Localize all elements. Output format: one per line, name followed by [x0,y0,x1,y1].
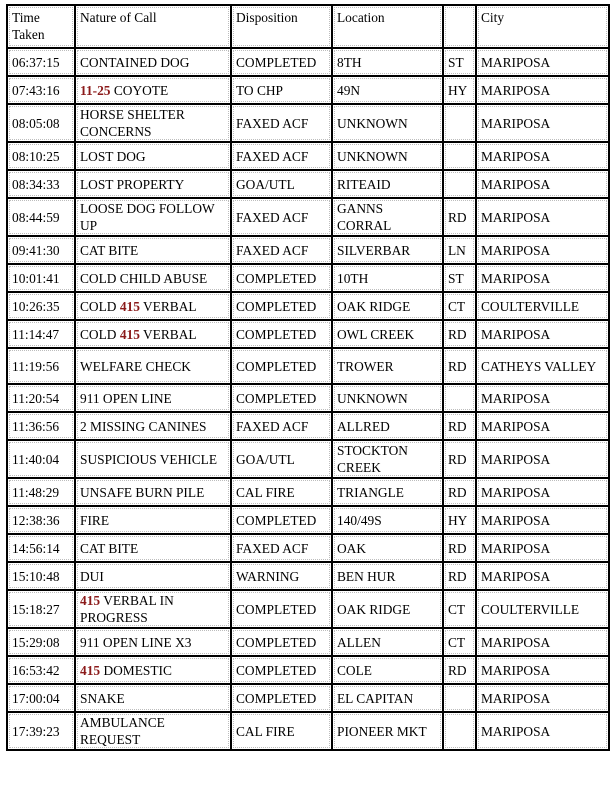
cell-suffix: RD [443,198,476,236]
cell-nature [75,656,231,684]
table-row [7,534,609,562]
table-row [7,628,609,656]
header-location: Location [332,5,443,48]
cell-nature: HORSE SHELTER CONCERNS [75,104,231,142]
cell-disposition: COMPLETED [231,264,332,292]
cell-time: 08:44:59 [7,198,75,236]
table-row [7,656,609,684]
cell-suffix [443,104,476,142]
header-time: Time Taken [7,5,75,48]
cell-nature: LOST PROPERTY [75,170,231,198]
table-row [7,440,609,478]
cell-suffix [443,384,476,412]
cell-disposition: COMPLETED [231,684,332,712]
cell-suffix [443,712,476,750]
table-row [7,264,609,292]
header-nature: Nature of Call [75,5,231,48]
cell-nature: UNSAFE BURN PILE [75,478,231,506]
cell-city: MARIPOSA [476,76,609,104]
cell-time: 11:20:54 [7,384,75,412]
cell-time: 16:53:42 [7,656,75,684]
cell-suffix: RD [443,320,476,348]
call-code: 415 [119,298,140,314]
cell-suffix: RD [443,348,476,384]
table-row [7,478,609,506]
cell-city: MARIPOSA [476,236,609,264]
cell-city: CATHEYS VALLEY [476,348,609,384]
cell-time: 15:29:08 [7,628,75,656]
table-row [7,48,609,76]
cell-city: MARIPOSA [476,142,609,170]
cell-location: UNKNOWN [332,104,443,142]
table-row [7,684,609,712]
nature-suffix: DOMESTIC [100,662,172,678]
cell-city: MARIPOSA [476,384,609,412]
cell-location: STOCKTON CREEK [332,440,443,478]
cell-disposition: GOA/UTL [231,440,332,478]
nature-prefix: COLD [80,326,120,342]
cell-city: MARIPOSA [476,712,609,750]
cell-time: 11:40:04 [7,440,75,478]
cell-time: 07:43:16 [7,76,75,104]
cell-time: 11:48:29 [7,478,75,506]
cell-time: 10:01:41 [7,264,75,292]
cell-location: OWL CREEK [332,320,443,348]
cell-location: RITEAID [332,170,443,198]
cell-city: COULTERVILLE [476,292,609,320]
cell-disposition: TO CHP [231,76,332,104]
cell-location: PIONEER MKT [332,712,443,750]
cell-city: MARIPOSA [476,562,609,590]
table-row [7,142,609,170]
cell-nature: CONTAINED DOG [75,48,231,76]
cell-city: MARIPOSA [476,478,609,506]
cell-suffix: CT [443,628,476,656]
header-suffix [443,5,476,48]
cell-city: MARIPOSA [476,628,609,656]
cell-time: 15:18:27 [7,590,75,628]
cell-time: 08:10:25 [7,142,75,170]
call-code: 415 [80,593,101,608]
cell-location: 10TH [332,264,443,292]
header-row [7,5,609,48]
table-row [7,320,609,348]
cell-disposition: CAL FIRE [231,712,332,750]
cell-time: 14:56:14 [7,534,75,562]
cell-time: 12:38:36 [7,506,75,534]
cell-nature: 911 OPEN LINE [75,384,231,412]
cell-disposition: COMPLETED [231,348,332,384]
cell-nature: CAT BITE [75,534,231,562]
cell-disposition: FAXED ACF [231,534,332,562]
cell-city: MARIPOSA [476,198,609,236]
cell-disposition: COMPLETED [231,590,332,628]
table-row [7,506,609,534]
cell-nature: LOOSE DOG FOLLOW UP [75,198,231,236]
call-code: 415 [119,326,140,342]
cell-city: MARIPOSA [476,264,609,292]
table-row [7,712,609,750]
cell-location: GANNS CORRAL [332,198,443,236]
cell-city: MARIPOSA [476,534,609,562]
cell-disposition: CAL FIRE [231,478,332,506]
call-code: 11-25 [80,82,111,98]
nature-suffix: COYOTE [110,82,169,98]
cell-disposition: FAXED ACF [231,104,332,142]
cell-disposition: COMPLETED [231,628,332,656]
cell-location: EL CAPITAN [332,684,443,712]
cell-time: 08:34:33 [7,170,75,198]
cell-location: ALLEN [332,628,443,656]
header-disposition: Disposition [231,5,332,48]
table-row [7,198,609,236]
cell-city: MARIPOSA [476,656,609,684]
cell-location: 49N [332,76,443,104]
call-log-body [7,48,609,750]
cell-disposition: COMPLETED [231,48,332,76]
table-row [7,170,609,198]
cell-time: 11:36:56 [7,412,75,440]
cell-suffix: RD [443,656,476,684]
cell-city: MARIPOSA [476,684,609,712]
cell-nature: COLD CHILD ABUSE [75,264,231,292]
cell-disposition: FAXED ACF [231,198,332,236]
cell-location: 140/49S [332,506,443,534]
cell-disposition: COMPLETED [231,292,332,320]
table-row [7,292,609,320]
cell-disposition: WARNING [231,562,332,590]
cell-nature: LOST DOG [75,142,231,170]
cell-suffix: RD [443,412,476,440]
cell-location: OAK [332,534,443,562]
cell-nature: AMBULANCE REQUEST [75,712,231,750]
nature-suffix: VERBAL IN PROGRESS [80,593,174,625]
cell-nature: SUSPICIOUS VEHICLE [75,440,231,478]
cell-time: 08:05:08 [7,104,75,142]
nature-prefix: COLD [80,298,120,314]
table-row [7,76,609,104]
cell-suffix: RD [443,562,476,590]
cell-disposition: COMPLETED [231,506,332,534]
cell-suffix: ST [443,264,476,292]
table-row [7,104,609,142]
cell-location: TRIANGLE [332,478,443,506]
cell-nature [75,292,231,320]
table-row [7,412,609,440]
cell-suffix [443,170,476,198]
cell-disposition: GOA/UTL [231,170,332,198]
header-city: City [476,5,609,48]
cell-nature: DUI [75,562,231,590]
cell-nature: 911 OPEN LINE X3 [75,628,231,656]
cell-time: 10:26:35 [7,292,75,320]
cell-time: 11:14:47 [7,320,75,348]
cell-location: BEN HUR [332,562,443,590]
nature-suffix: VERBAL [139,298,197,314]
cell-nature: WELFARE CHECK [75,348,231,384]
cell-suffix: RD [443,478,476,506]
cell-location: COLE [332,656,443,684]
cell-disposition: COMPLETED [231,384,332,412]
cell-city: MARIPOSA [476,320,609,348]
call-log-table [6,4,610,751]
cell-city: MARIPOSA [476,506,609,534]
cell-suffix: CT [443,590,476,628]
cell-location: UNKNOWN [332,384,443,412]
table-row [7,348,609,384]
cell-suffix: LN [443,236,476,264]
call-code: 415 [80,662,101,678]
cell-nature [75,76,231,104]
table-row [7,384,609,412]
cell-suffix [443,142,476,170]
cell-suffix: HY [443,506,476,534]
cell-disposition: FAXED ACF [231,236,332,264]
cell-location: TROWER [332,348,443,384]
cell-suffix: RD [443,534,476,562]
cell-disposition: COMPLETED [231,656,332,684]
cell-location: ALLRED [332,412,443,440]
cell-location: SILVERBAR [332,236,443,264]
cell-time: 17:39:23 [7,712,75,750]
cell-nature: 2 MISSING CANINES [75,412,231,440]
cell-city: MARIPOSA [476,48,609,76]
cell-location: UNKNOWN [332,142,443,170]
cell-suffix: ST [443,48,476,76]
cell-time: 15:10:48 [7,562,75,590]
nature-suffix: VERBAL [139,326,197,342]
cell-time: 17:00:04 [7,684,75,712]
cell-nature: FIRE [75,506,231,534]
cell-suffix [443,684,476,712]
cell-time: 09:41:30 [7,236,75,264]
table-row [7,236,609,264]
cell-time: 11:19:56 [7,348,75,384]
cell-city: MARIPOSA [476,104,609,142]
cell-time: 06:37:15 [7,48,75,76]
cell-suffix: CT [443,292,476,320]
cell-city: MARIPOSA [476,170,609,198]
cell-nature [75,590,231,628]
cell-disposition: FAXED ACF [231,142,332,170]
table-row [7,562,609,590]
cell-disposition: COMPLETED [231,320,332,348]
cell-suffix: RD [443,440,476,478]
cell-city: COULTERVILLE [476,590,609,628]
cell-location: OAK RIDGE [332,590,443,628]
cell-city: MARIPOSA [476,412,609,440]
cell-nature: CAT BITE [75,236,231,264]
cell-location: OAK RIDGE [332,292,443,320]
cell-city: MARIPOSA [476,440,609,478]
cell-location: 8TH [332,48,443,76]
table-row [7,590,609,628]
cell-suffix: HY [443,76,476,104]
cell-disposition: FAXED ACF [231,412,332,440]
cell-nature [75,320,231,348]
cell-nature: SNAKE [75,684,231,712]
